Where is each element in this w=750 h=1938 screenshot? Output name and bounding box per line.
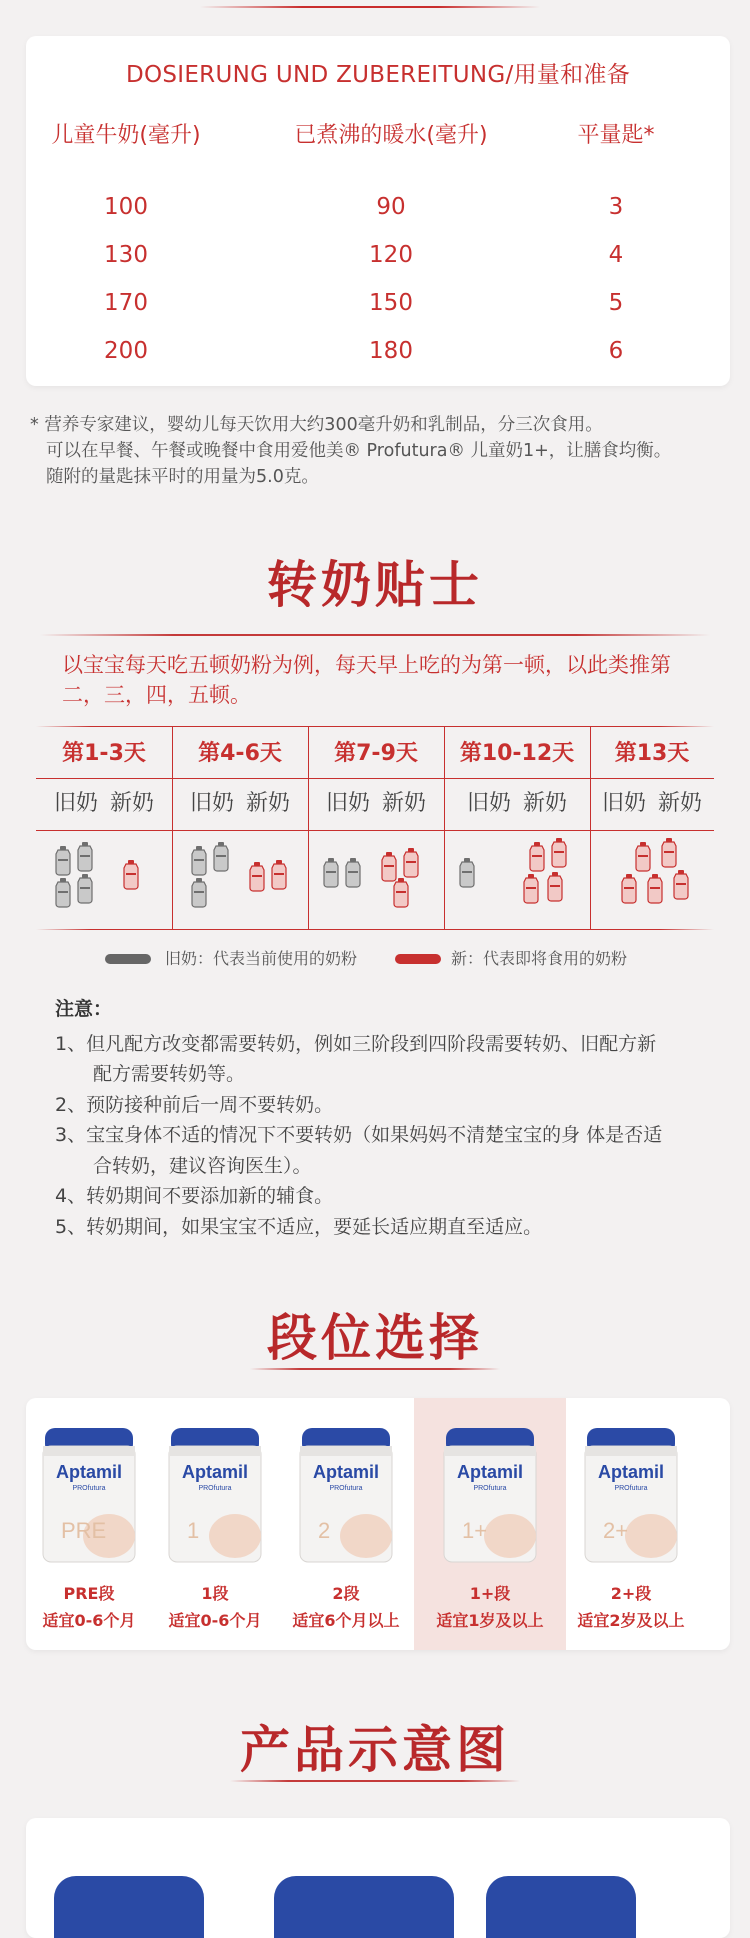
svg-text:PROfutura: PROfutura	[329, 1485, 363, 1492]
stage-option[interactable]	[566, 1398, 696, 1650]
product-can-icon	[296, 1426, 396, 1566]
dosage-title: DOSIERUNG UND ZUBEREITUNG/用量和准备	[125, 62, 631, 88]
new-bottle-icon	[544, 872, 566, 902]
can-brand: Aptamil	[597, 1462, 665, 1482]
stage-name: 1段	[201, 1584, 229, 1603]
day-label: 第1-3天	[62, 741, 146, 766]
stage-age: 适宜6个月以上	[292, 1611, 400, 1630]
new-label: 新奶	[523, 791, 568, 816]
dosage-cell: 3	[608, 194, 624, 220]
new-label: 新奶	[382, 791, 427, 816]
new-bottle-icon	[658, 838, 680, 868]
new-bottle-icon	[670, 870, 692, 900]
product-can-icon	[165, 1426, 265, 1566]
new-bottle-icon	[618, 874, 640, 904]
day-label: 第7-9天	[334, 741, 418, 766]
product-card	[26, 1818, 730, 1938]
stages-title: 段位选择	[267, 1309, 483, 1367]
stage-option[interactable]	[26, 1398, 152, 1650]
can-brand: Aptamil	[456, 1462, 524, 1482]
product-can-icon	[39, 1426, 139, 1566]
notice-item: 3、宝宝身体不适的情况下不要转奶（如果妈妈不清楚宝宝的身 体是否适	[55, 1124, 663, 1146]
product-title-underline	[230, 1780, 520, 1782]
old-label: 旧奶	[325, 791, 370, 816]
new-bottle-icon	[520, 874, 542, 904]
stage-card	[26, 1398, 730, 1650]
bottle-group	[444, 838, 590, 918]
notice-item: 1、但凡配方改变都需要转奶，例如三阶段到四阶段需要转奶、旧配方新	[55, 1032, 657, 1055]
new-bottle-icon	[644, 874, 666, 904]
old-new-labels	[308, 786, 444, 817]
legend-new-swatch	[395, 954, 441, 964]
new-bottle-icon	[120, 860, 142, 890]
new-bottle-icon	[400, 848, 422, 878]
bottle-group	[590, 838, 714, 918]
old-bottle-icon	[188, 846, 210, 876]
stage-name: 2+段	[610, 1584, 652, 1603]
notice-item: 5、转奶期间，如果宝宝不适应，要延长适应期直至适应。	[55, 1215, 543, 1238]
transition-intro: 以宝宝每天吃五顿奶粉为例，每天早上吃的为第一顿，以此类推第二，三，四，五顿。	[62, 653, 671, 707]
stages-title-underline	[250, 1368, 500, 1370]
dosage-cell: 180	[369, 338, 413, 364]
bottle-group	[308, 838, 444, 918]
footnote-line: 可以在早餐、午餐或晚餐中食用爱他美® Profutura® 儿童奶1+，让膳食均衡。	[46, 441, 672, 461]
stage-option[interactable]	[278, 1398, 414, 1650]
old-label: 旧奶	[601, 791, 646, 816]
grid-line	[36, 929, 714, 930]
svg-text:PROfutura: PROfutura	[473, 1485, 507, 1492]
old-bottle-icon	[342, 858, 364, 888]
day-label: 第4-6天	[198, 741, 282, 766]
day-label: 第13天	[614, 741, 690, 766]
new-bottle-icon	[632, 842, 654, 872]
dosage-cell: 170	[104, 290, 148, 316]
svg-text:PROfutura: PROfutura	[72, 1485, 106, 1492]
legend-old-text: 旧奶：代表当前使用的奶粉	[165, 949, 358, 968]
grid-line	[36, 778, 714, 779]
dosage-cell: 100	[104, 194, 148, 220]
stage-name: 2段	[332, 1584, 360, 1603]
can-brand: Aptamil	[312, 1462, 380, 1482]
dosage-cell: 120	[369, 242, 413, 268]
dosage-card	[26, 36, 730, 386]
old-new-labels	[36, 786, 172, 817]
new-label: 新奶	[110, 791, 155, 816]
product-can-image	[274, 1876, 454, 1938]
can-brand: Aptamil	[181, 1462, 249, 1482]
dosage-header-milk: 儿童牛奶(毫升)	[51, 123, 201, 148]
product-can-image	[486, 1876, 636, 1938]
stage-name: 1+段	[469, 1584, 511, 1603]
old-bottle-icon	[320, 858, 342, 888]
dosage-cell: 150	[369, 290, 413, 316]
new-bottle-icon	[268, 860, 290, 890]
new-bottle-icon	[526, 842, 548, 872]
notice-item: 合转奶，建议咨询医生）。	[93, 1154, 312, 1177]
transition-grid	[36, 726, 714, 930]
old-bottle-icon	[52, 846, 74, 876]
notice-item: 配方需要转奶等。	[93, 1063, 246, 1085]
old-label: 旧奶	[53, 791, 98, 816]
notice-heading: 注意：	[55, 998, 113, 1020]
can-stage-mark: 2	[318, 1518, 331, 1543]
dosage-cell: 4	[608, 242, 624, 268]
top-divider	[200, 6, 540, 8]
new-label: 新奶	[246, 791, 291, 816]
old-bottle-icon	[188, 878, 210, 908]
dosage-header-water: 已煮沸的暖水(毫升)	[294, 123, 488, 148]
can-stage-mark: PRE	[61, 1518, 107, 1543]
product-can-icon	[440, 1426, 540, 1566]
dosage-header-spoons: 平量匙*	[577, 123, 655, 148]
new-label: 新奶	[658, 791, 703, 816]
transition-title: 转奶贴士	[267, 556, 483, 614]
dosage-footnote	[30, 412, 730, 490]
stage-name: PRE段	[63, 1584, 115, 1603]
legend-old-swatch	[105, 954, 151, 964]
product-can-icon	[581, 1426, 681, 1566]
notice-item: 4、转奶期间不要添加新的辅食。	[55, 1185, 334, 1207]
can-brand: Aptamil	[55, 1462, 123, 1482]
stage-age: 适宜0-6个月	[168, 1611, 262, 1630]
dosage-cell: 5	[608, 290, 624, 316]
old-label: 旧奶	[466, 791, 511, 816]
dosage-cell: 200	[104, 338, 148, 364]
old-new-labels	[444, 786, 590, 817]
svg-text:PROfutura: PROfutura	[614, 1485, 648, 1492]
dosage-cell: 6	[608, 338, 624, 364]
stage-option[interactable]	[152, 1398, 278, 1650]
old-bottle-icon	[52, 878, 74, 908]
can-stage-mark: 2+	[603, 1518, 629, 1543]
notice-item: 2、预防接种前后一周不要转奶。	[55, 1093, 334, 1116]
footnote-line: 随附的量匙抹平时的用量为5.0克。	[46, 467, 319, 487]
old-bottle-icon	[456, 858, 478, 888]
legend	[105, 946, 665, 970]
dosage-cell: 90	[376, 194, 406, 220]
dosage-cell: 130	[104, 242, 148, 268]
legend-new-text: 新：代表即将食用的奶粉	[451, 949, 628, 968]
stage-option[interactable]	[414, 1398, 566, 1650]
transition-title-underline	[40, 634, 710, 636]
old-new-labels	[590, 786, 714, 817]
new-bottle-icon	[246, 862, 268, 892]
footnote-line: * 营养专家建议，婴幼儿每天饮用大约300毫升奶和乳制品，分三次食用。	[30, 415, 603, 435]
product-title: 产品示意图	[240, 1721, 510, 1779]
bottle-group	[36, 838, 172, 918]
old-bottle-icon	[74, 842, 96, 872]
new-bottle-icon	[548, 838, 570, 868]
product-can-image	[54, 1876, 204, 1938]
grid-line	[36, 726, 714, 727]
stage-age: 适宜0-6个月	[42, 1611, 136, 1630]
old-bottle-icon	[210, 842, 232, 872]
can-stage-mark: 1+	[462, 1518, 488, 1543]
svg-text:PROfutura: PROfutura	[198, 1485, 232, 1492]
old-bottle-icon	[74, 874, 96, 904]
bottle-group	[172, 838, 308, 918]
can-stage-mark: 1	[187, 1518, 200, 1543]
day-label: 第10-12天	[459, 741, 575, 766]
notice-list	[55, 994, 715, 1242]
grid-line	[36, 830, 714, 831]
stage-age: 适宜1岁及以上	[436, 1611, 544, 1630]
old-new-labels	[172, 786, 308, 817]
new-bottle-icon	[390, 878, 412, 908]
old-label: 旧奶	[189, 791, 234, 816]
stage-age: 适宜2岁及以上	[577, 1611, 685, 1630]
